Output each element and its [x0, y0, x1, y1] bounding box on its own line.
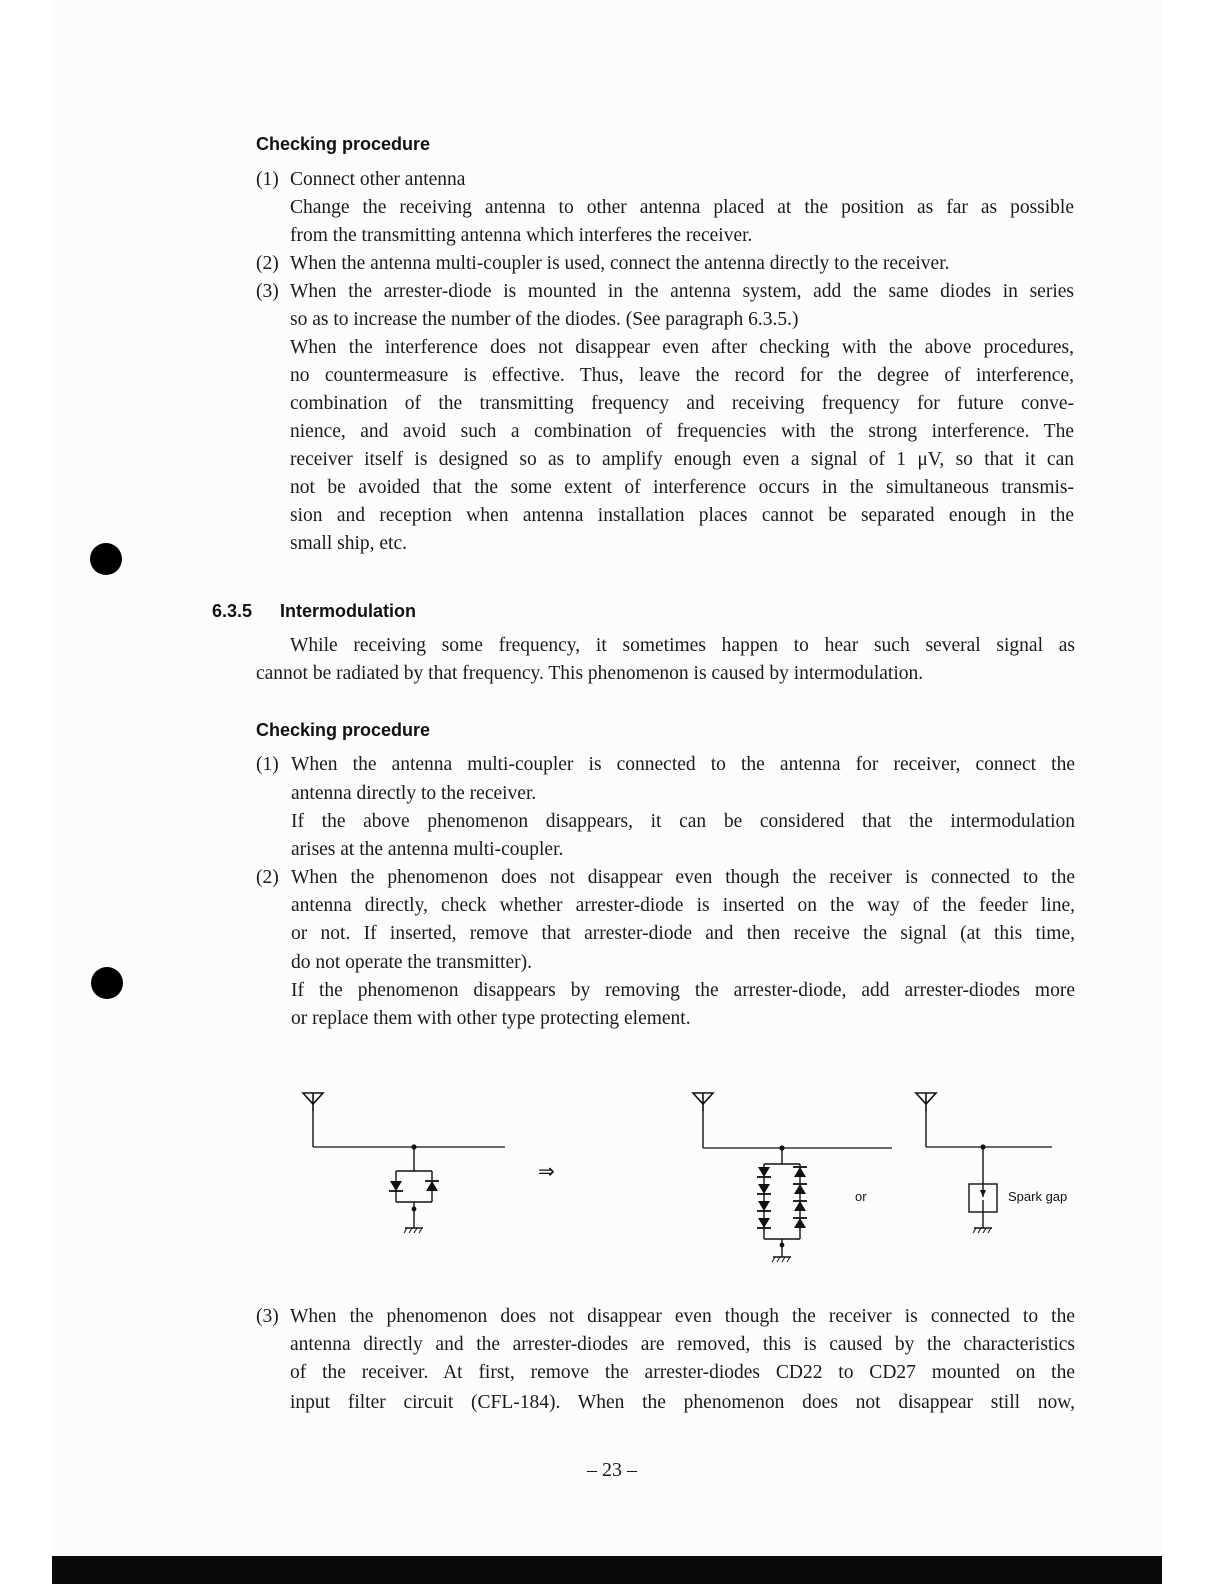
s2-item2-line: If the phenomenon disappears by removing the arrester-diode, add arrester-diodes more [291, 980, 1075, 1001]
punch-hole-top [90, 543, 122, 575]
s1-item3-line: When the interference does not disappear even after checking with the above procedures, [290, 337, 1074, 358]
s2-item1-line: When the antenna multi-coupler is connected to the antenna for receiver, connect the [291, 754, 1075, 775]
s1-item3-line: small ship, etc. [290, 533, 407, 554]
s2-item1-line: arises at the antenna multi-coupler. [291, 839, 564, 860]
section2-title: Intermodulation [280, 601, 416, 621]
s2-item3-line: When the phenomenon does not disappear even though the receiver is connected to the [290, 1306, 1075, 1327]
arrow-label: ⇒ [538, 1161, 555, 1183]
s2-item2-line: or not. If inserted, remove that arrester-diode and then receive the signal (at this time, [291, 923, 1075, 944]
s2-item3-line: input filter circuit (CFL-184). When the phenomenon does not disappear still now, [290, 1392, 1075, 1413]
s1-item3-line: nience, and avoid such a combination of frequencies with the strong interference. The [290, 421, 1074, 442]
s2-item1-line: antenna directly to the receiver. [291, 783, 537, 804]
s2-item2-line: do not operate the transmitter). [291, 952, 532, 973]
s1-item2-number: (2) [256, 253, 279, 274]
s1-item3-line: combination of the transmitting frequency and receiving frequency for future conve- [290, 393, 1074, 414]
s2-item2-line: antenna directly, check whether arrester-diode is inserted on the way of the feeder line, [291, 895, 1075, 916]
section1-heading: Checking procedure [256, 134, 431, 154]
section2-subheading: Checking procedure [256, 720, 431, 740]
s2-item1-number: (1) [256, 754, 279, 775]
s1-item1-number: (1) [256, 169, 279, 190]
s1-item1-line: Change the receiving antenna to other antenna placed at the position as far as possible [290, 197, 1074, 218]
s2-item3-number: (3) [256, 1306, 279, 1327]
s2-item2-number: (2) [256, 867, 279, 888]
s1-item3-line: not be avoided that the some extent of interference occurs in the simultaneous transmis- [290, 477, 1074, 498]
s1-item3-line: When the arrester-diode is mounted in the antenna system, add the same diodes in series [290, 281, 1074, 302]
s2-item2-line: or replace them with other type protecting element. [291, 1008, 691, 1029]
s2-item2-line: When the phenomenon does not disappear even though the receiver is connected to the [291, 867, 1075, 888]
scan-bottom-edge [52, 1556, 1162, 1584]
section2-intro-line: cannot be radiated by that frequency. This phenomenon is caused by intermodulation. [256, 663, 924, 684]
s2-item3-line: antenna directly and the arrester-diodes are removed, this is caused by the characteristics [290, 1334, 1075, 1355]
s1-item3-line: no countermeasure is effective. Thus, leave the record for the degree of interference, [290, 365, 1074, 386]
s1-item1-line: Connect other antenna [290, 169, 466, 190]
s1-item3-number: (3) [256, 281, 279, 302]
section2-number: 6.3.5 [212, 601, 253, 621]
or-label: or [855, 1189, 867, 1204]
arrester-diode-diagram [280, 1080, 1100, 1280]
s1-item2-line: When the antenna multi-coupler is used, connect the antenna directly to the receiver. [290, 253, 950, 274]
page-number: – 23 – [587, 1459, 637, 1481]
circuit-spark-gap [916, 1093, 1052, 1233]
s2-item3-line: of the receiver. At first, remove the arrester-diodes CD22 to CD27 mounted on the [290, 1362, 1075, 1383]
s1-item3-line: sion and reception when antenna installation places cannot be separated enough in the [290, 505, 1074, 526]
s1-item3-line: so as to increase the number of the diodes. (See paragraph 6.3.5.) [290, 309, 799, 330]
s2-item1-line: If the above phenomenon disappears, it can be considered that the intermodulation [291, 811, 1075, 832]
punch-hole-bottom [91, 967, 123, 999]
circuit-single-diode-pair [303, 1093, 505, 1233]
circuit-series-diodes [693, 1093, 892, 1262]
s1-item1-line: from the transmitting antenna which interferes the receiver. [290, 225, 753, 246]
s1-item3-line: receiver itself is designed so as to amplify enough even a signal of 1 μV, so that it can [290, 449, 1074, 470]
section2-intro-line: While receiving some frequency, it sometimes happen to hear such several signal as [290, 635, 1075, 656]
spark-gap-label: Spark gap [1008, 1189, 1068, 1204]
